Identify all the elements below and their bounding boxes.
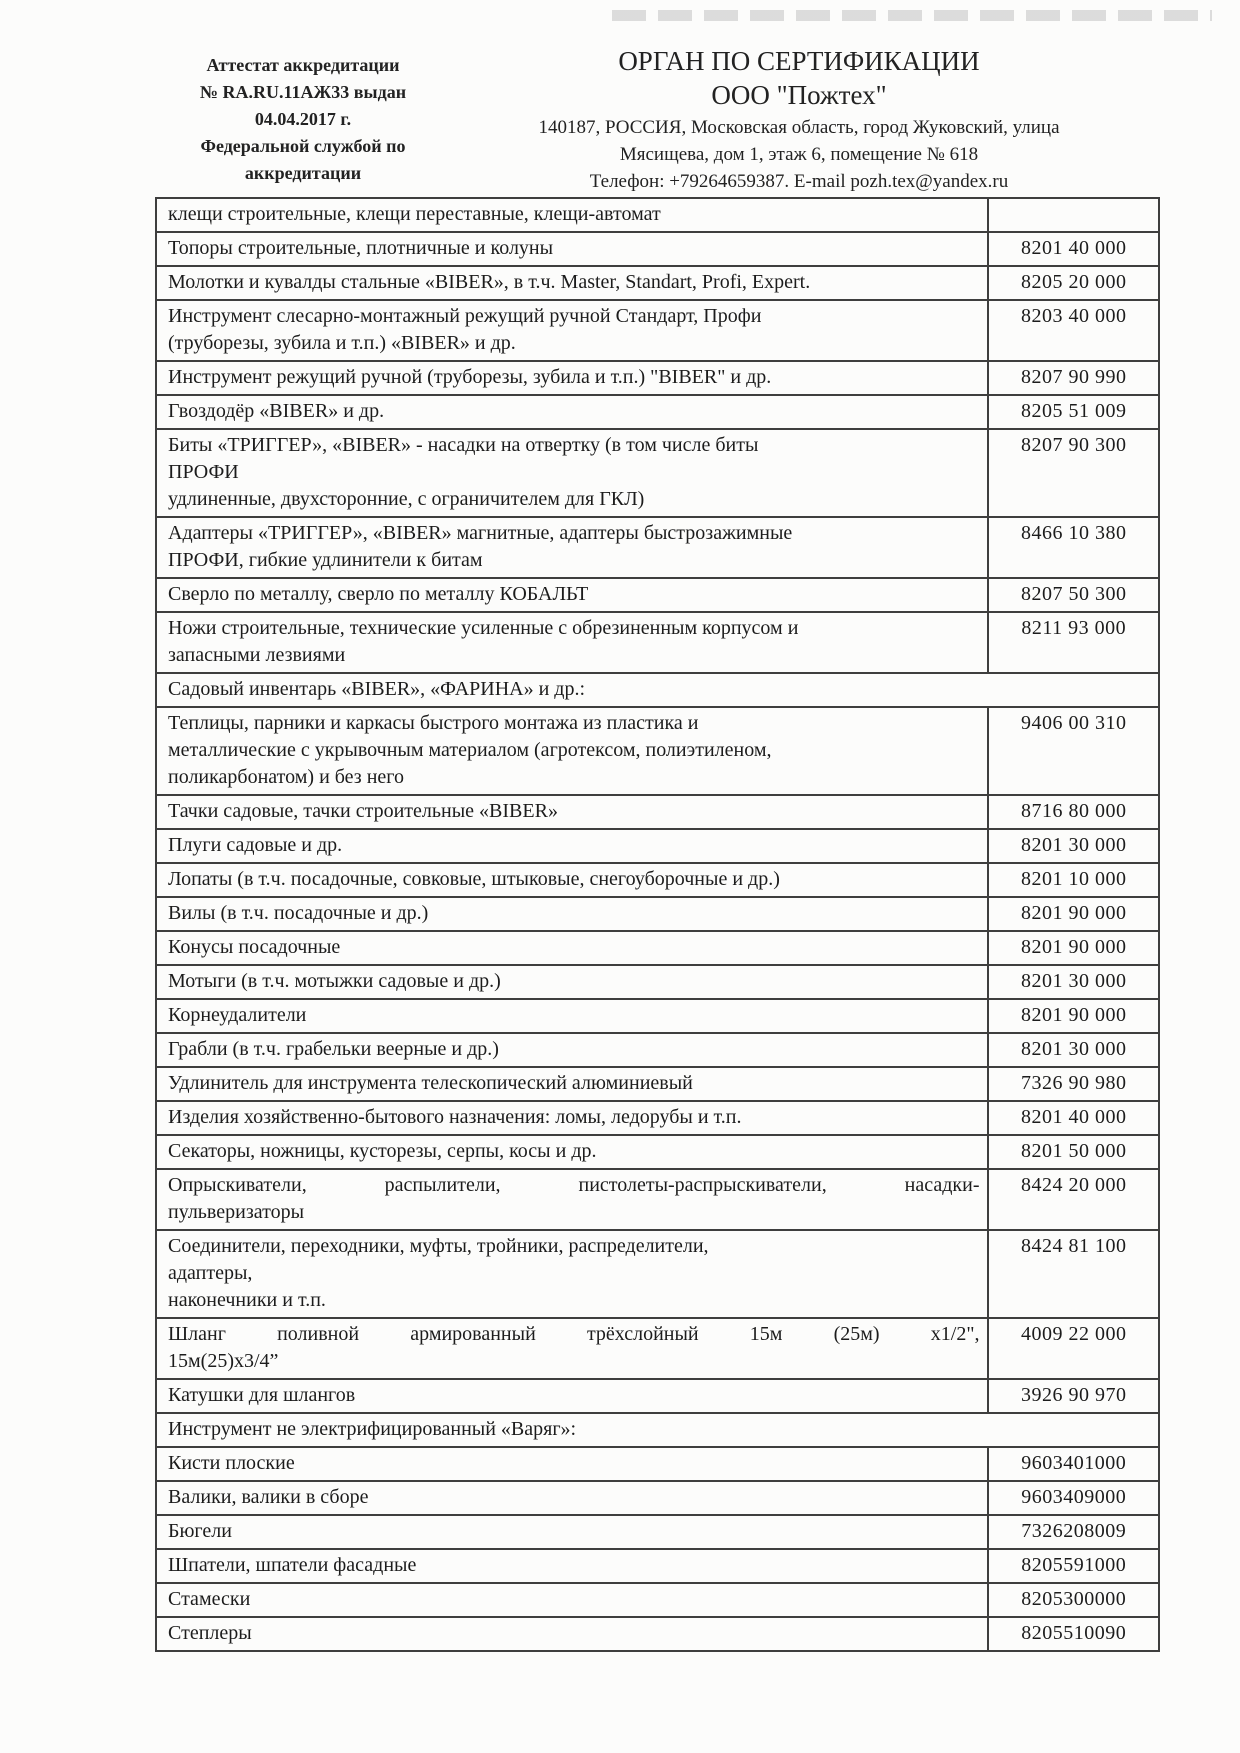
product-description	[156, 578, 988, 612]
product-description	[156, 1230, 988, 1318]
product-description	[156, 829, 988, 863]
description-line: 15м(25)х3/4”	[168, 1350, 279, 1372]
description-line: Теплицы, парники и каркасы быстрого монтажа из пластика и	[168, 712, 699, 734]
product-description	[156, 1447, 988, 1481]
product-code: 7326 90 980	[988, 1067, 1159, 1101]
table-row	[156, 1230, 1159, 1318]
table-row	[156, 1318, 1159, 1379]
description-line: запасными лезвиями	[168, 644, 346, 666]
product-code: 8207 90 300	[988, 429, 1159, 517]
product-code: 9603401000	[988, 1447, 1159, 1481]
description-line: Инструмент режущий ручной (труборезы, зубила и т.п.) "BIBER" и др.	[168, 366, 772, 388]
description-line: Стамески	[168, 1588, 251, 1610]
description-line: Лопаты (в т.ч. посадочные, совковые, штыковые, снегоуборочные и др.)	[168, 868, 780, 890]
description-line: Опрыскиватели, распылители, пистолеты-распрыскиватели, насадки-	[168, 1174, 980, 1196]
product-code: 8201 30 000	[988, 829, 1159, 863]
table-row	[156, 300, 1159, 361]
table-row	[156, 829, 1159, 863]
product-description	[156, 863, 988, 897]
product-description	[156, 198, 988, 232]
org-address-line: 140187, РОССИЯ, Московская область, город Жуковский, улица	[538, 117, 1060, 138]
product-description	[156, 897, 988, 931]
product-code: 8201 40 000	[988, 232, 1159, 266]
product-code: 8205 51 009	[988, 395, 1159, 429]
description-line: Адаптеры «ТРИГГЕР», «BIBER» магнитные, адаптеры быстрозажимные	[168, 522, 793, 544]
product-description	[156, 612, 988, 673]
product-description	[156, 1617, 988, 1651]
description-line: (труборезы, зубила и т.п.) «BIBER» и др.	[168, 332, 516, 354]
product-code: 8205591000	[988, 1549, 1159, 1583]
product-description	[156, 707, 988, 795]
product-description	[156, 300, 988, 361]
product-code: 8205 20 000	[988, 266, 1159, 300]
product-description	[156, 429, 988, 517]
table-row	[156, 931, 1159, 965]
product-code: 8716 80 000	[988, 795, 1159, 829]
table-row	[156, 965, 1159, 999]
description-line: наконечники и т.п.	[168, 1289, 326, 1311]
product-code: 7326208009	[988, 1515, 1159, 1549]
description-line: Садовый инвентарь «BIBER», «ФАРИНА» и др.:	[168, 678, 586, 700]
table-row	[156, 1413, 1159, 1447]
product-description	[156, 795, 988, 829]
org-address-line: Мясищева, дом 1, этаж 6, помещение № 618	[619, 144, 979, 165]
org-address	[440, 115, 1158, 196]
product-description	[156, 1169, 988, 1230]
product-code: 8201 90 000	[988, 897, 1159, 931]
description-line: Шланг поливной армированный трёхслойный 15м (25м) х1/2",	[168, 1323, 980, 1345]
table-row	[156, 429, 1159, 517]
product-description	[156, 266, 988, 300]
table-row	[156, 1169, 1159, 1230]
product-description	[156, 1135, 988, 1169]
table-row	[156, 707, 1159, 795]
product-description	[156, 931, 988, 965]
accreditation-line: Аттестат аккредитации	[206, 55, 400, 75]
description-line: Мотыги (в т.ч. мотыжки садовые и др.)	[168, 970, 501, 992]
description-line: Удлинитель для инструмента телескопический алюминиевый	[168, 1072, 693, 1094]
product-code: 8201 40 000	[988, 1101, 1159, 1135]
description-line: Корнеудалители	[168, 1004, 307, 1026]
scan-artifact-strip	[612, 10, 1212, 21]
table-row	[156, 897, 1159, 931]
description-line: металлические с укрывочным материалом (агротексом, полиэтиленом,	[168, 739, 772, 761]
product-code: 8203 40 000	[988, 300, 1159, 361]
description-line: ПРОФИ, гибкие удлинители к битам	[168, 549, 483, 571]
certification-org-block	[440, 44, 1158, 196]
table-row	[156, 612, 1159, 673]
product-code: 8211 93 000	[988, 612, 1159, 673]
table-row	[156, 863, 1159, 897]
table-row	[156, 1379, 1159, 1413]
description-line: Кисти плоские	[168, 1452, 295, 1474]
product-code: 8201 30 000	[988, 1033, 1159, 1067]
org-name: ООО "Пожтех"	[711, 80, 887, 110]
table-row	[156, 517, 1159, 578]
description-line: Изделия хозяйственно-бытового назначения: ломы, ледорубы и т.п.	[168, 1106, 742, 1128]
description-line: удлиненные, двухсторонние, с ограничителем для ГКЛ)	[168, 488, 645, 510]
table-row	[156, 1515, 1159, 1549]
product-description	[156, 965, 988, 999]
description-line: Гвоздодёр «BIBER» и др.	[168, 400, 385, 422]
description-line: Катушки для шлангов	[168, 1384, 356, 1406]
description-line: Бюгели	[168, 1520, 232, 1542]
accreditation-line: Федеральной службой по	[200, 136, 406, 156]
product-code: 3926 90 970	[988, 1379, 1159, 1413]
product-description	[156, 1379, 988, 1413]
org-address-line: Телефон: +79264659387. E-mail pozh.tex@yandex.ru	[589, 171, 1009, 192]
product-code: 9406 00 310	[988, 707, 1159, 795]
product-description	[156, 673, 1159, 707]
product-description	[156, 1583, 988, 1617]
product-codes-table	[155, 197, 1160, 1652]
table-row	[156, 266, 1159, 300]
table-row	[156, 1067, 1159, 1101]
description-line: ПРОФИ	[168, 461, 239, 483]
table-row	[156, 1135, 1159, 1169]
accreditation-block	[170, 52, 436, 187]
description-line: Вилы (в т.ч. посадочные и др.)	[168, 902, 429, 924]
product-code: 8205510090	[988, 1617, 1159, 1651]
product-code: 8205300000	[988, 1583, 1159, 1617]
description-line: Топоры строительные, плотничные и колуны	[168, 237, 554, 259]
description-line: Шпатели, шпатели фасадные	[168, 1554, 417, 1576]
product-code: 8201 30 000	[988, 965, 1159, 999]
description-line: Конусы посадочные	[168, 936, 341, 958]
description-line: Ножи строительные, технические усиленные с обрезиненным корпусом и	[168, 617, 799, 639]
table-row	[156, 795, 1159, 829]
table-row	[156, 198, 1159, 232]
table-row	[156, 1033, 1159, 1067]
org-title: ОРГАН ПО СЕРТИФИКАЦИИ	[618, 46, 980, 76]
description-line: поликарбонатом) и без него	[168, 766, 404, 788]
product-description	[156, 1515, 988, 1549]
product-code: 8201 50 000	[988, 1135, 1159, 1169]
accreditation-line: № RA.RU.11АЖ33 выдан	[199, 82, 407, 102]
product-description	[156, 1413, 1159, 1447]
product-code: 8201 90 000	[988, 999, 1159, 1033]
description-line: Плуги садовые и др.	[168, 834, 343, 856]
product-description	[156, 1067, 988, 1101]
description-line: Соединители, переходники, муфты, тройники, распределители,	[168, 1235, 709, 1257]
table-row	[156, 1101, 1159, 1135]
product-description	[156, 1549, 988, 1583]
product-code: 8424 81 100	[988, 1230, 1159, 1318]
table-row	[156, 232, 1159, 266]
description-line: Сверло по металлу, сверло по металлу КОБАЛЬТ	[168, 583, 589, 605]
table-row	[156, 578, 1159, 612]
product-description	[156, 395, 988, 429]
description-line: Тачки садовые, тачки строительные «BIBER»	[168, 800, 558, 822]
description-line: Степлеры	[168, 1622, 252, 1644]
product-description	[156, 517, 988, 578]
product-code: 8466 10 380	[988, 517, 1159, 578]
product-code: 4009 22 000	[988, 1318, 1159, 1379]
description-line: Биты «ТРИГГЕР», «BIBER» - насадки на отвертку (в том числе биты	[168, 434, 759, 456]
product-description	[156, 1481, 988, 1515]
table-row	[156, 1617, 1159, 1651]
product-code: 8424 20 000	[988, 1169, 1159, 1230]
product-code: 8207 90 990	[988, 361, 1159, 395]
accreditation-line: 04.04.2017 г.	[254, 109, 352, 129]
table-row	[156, 361, 1159, 395]
product-description	[156, 1318, 988, 1379]
description-line: Валики, валики в сборе	[168, 1486, 369, 1508]
product-code: 8201 90 000	[988, 931, 1159, 965]
product-description	[156, 1033, 988, 1067]
description-line: Секаторы, ножницы, кусторезы, серпы, косы и др.	[168, 1140, 597, 1162]
description-line: клещи строительные, клещи переставные, клещи-автомат	[168, 203, 661, 225]
product-code: 8207 50 300	[988, 578, 1159, 612]
product-description	[156, 1101, 988, 1135]
description-line: Инструмент слесарно-монтажный режущий ручной Стандарт, Профи	[168, 305, 762, 327]
description-line: Грабли (в т.ч. грабельки веерные и др.)	[168, 1038, 499, 1060]
table-row	[156, 1583, 1159, 1617]
table-row	[156, 1447, 1159, 1481]
accreditation-line: аккредитации	[244, 163, 362, 183]
product-code	[988, 198, 1159, 232]
table-row	[156, 395, 1159, 429]
description-line: адаптеры,	[168, 1262, 253, 1284]
product-description	[156, 999, 988, 1033]
table-row	[156, 1549, 1159, 1583]
product-code: 9603409000	[988, 1481, 1159, 1515]
table-row	[156, 1481, 1159, 1515]
product-description	[156, 361, 988, 395]
description-line: Молотки и кувалды стальные «BIBER», в т.ч. Master, Standart, Profi, Expert.	[168, 271, 811, 293]
description-line: Инструмент не электрифицированный «Варяг»:	[168, 1418, 577, 1440]
product-description	[156, 232, 988, 266]
description-line: пульверизаторы	[168, 1201, 305, 1223]
product-code: 8201 10 000	[988, 863, 1159, 897]
table-row	[156, 999, 1159, 1033]
table-row	[156, 673, 1159, 707]
